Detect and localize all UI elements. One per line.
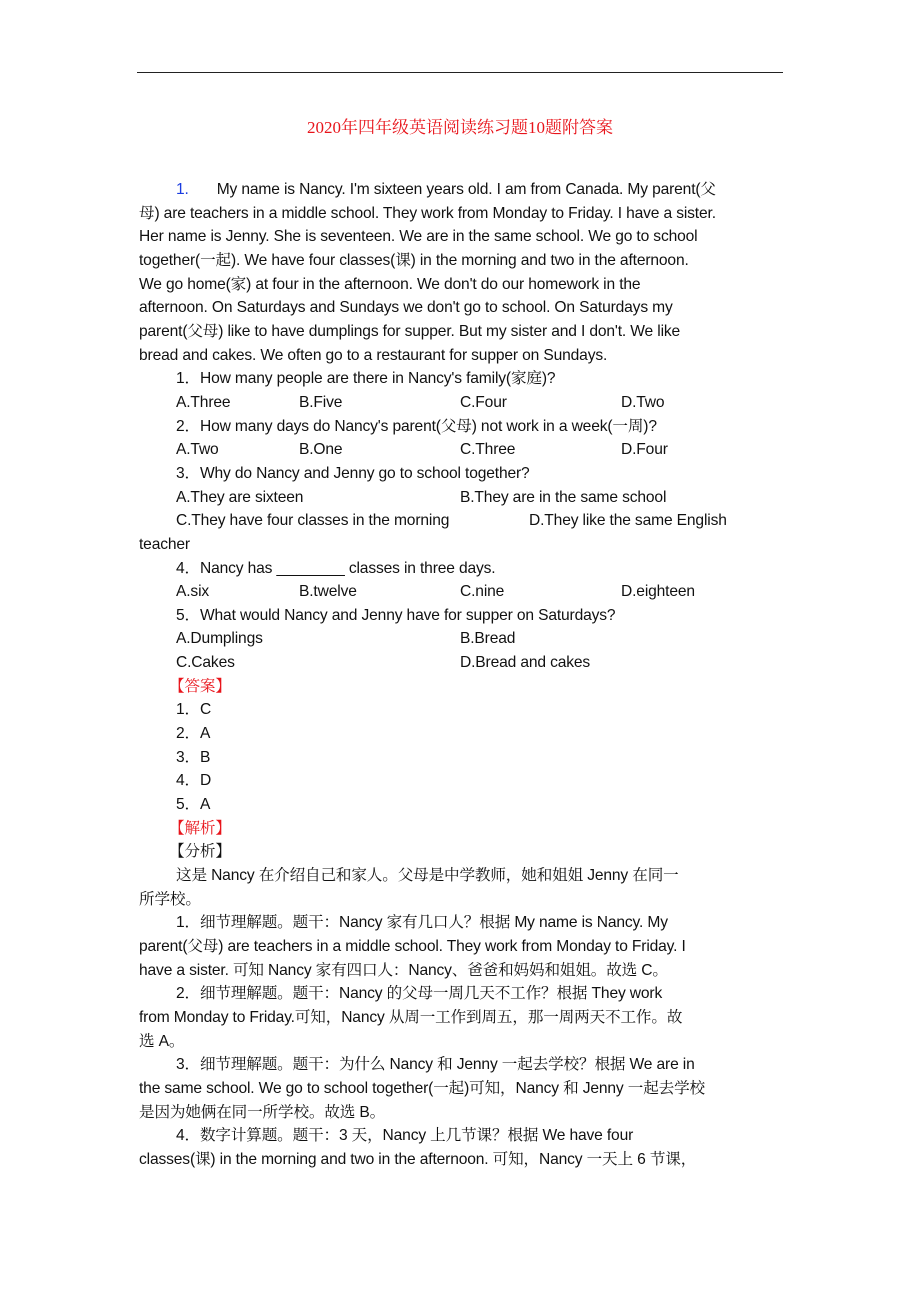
option: D.eighteen: [621, 583, 695, 601]
option: B.Bread: [460, 630, 516, 648]
passage-line: afternoon. On Saturdays and Sundays we don't go to school. On Saturdays my: [139, 299, 673, 317]
analysis-line: the same school. We go to school together(一起)可知，Nancy 和 Jenny 一起去学校: [139, 1079, 705, 1097]
analysis-line: 2．细节理解题。题干：Nancy 的父母一周几天不工作？根据 They work: [176, 985, 663, 1003]
option: D.Bread and cakes: [460, 654, 591, 672]
analysis-heading: 【解析】: [169, 819, 231, 837]
passage-line: parent(父母) like to have dumplings for supper. But my sister and I don't. We like: [139, 322, 681, 340]
options-1: [139, 391, 799, 415]
options-3b: [139, 509, 799, 533]
options-4: [139, 580, 799, 604]
option: D.They like the same English: [529, 512, 727, 530]
option: B.Five: [299, 393, 343, 411]
option: C.Cakes: [176, 654, 235, 672]
question-number: 1.: [176, 181, 189, 198]
question-4: 4．Nancy has ________ classes in three days.: [176, 559, 496, 577]
options-2: [139, 438, 799, 462]
analysis-text: [139, 864, 799, 1172]
document-body: [139, 178, 799, 1172]
option: A.six: [176, 583, 210, 601]
option: B.They are in the same school: [460, 488, 667, 506]
passage-line: together(一起). We have four classes(课) in the morning and two in the afternoon.: [139, 251, 689, 269]
options-5a: [139, 627, 799, 651]
option: B.twelve: [299, 583, 357, 601]
analysis-line: 3．细节理解题。题干：为什么 Nancy 和 Jenny 一起去学校？根据 We are in: [176, 1056, 695, 1074]
document-title: 2020年四年级英语阅读练习题10题附答案: [307, 118, 613, 137]
header-rule: [137, 72, 783, 73]
option: C.They have four classes in the morning: [176, 512, 450, 530]
analysis-line: 所学校。: [139, 890, 201, 908]
option: A.Dumplings: [176, 630, 263, 648]
question-1: 1．How many people are there in Nancy's family(家庭)?: [176, 370, 556, 388]
analysis-subheading: 【分析】: [169, 843, 231, 861]
passage-line: [139, 178, 799, 202]
answer-item: 5．A: [176, 796, 211, 814]
analysis-line: 这是 Nancy 在介绍自己和家人。父母是中学教师，她和姐姐 Jenny 在同一: [176, 867, 679, 885]
analysis-line: parent(父母) are teachers in a middle school. They work from Monday to Friday. I: [139, 938, 686, 955]
options-5b: [139, 651, 799, 675]
analysis-line: 1．细节理解题。题干：Nancy 家有几口人？根据 My name is Nancy. My: [176, 914, 668, 932]
passage-line: We go home(家) at four in the afternoon. We don't do our homework in the: [139, 275, 641, 293]
answer-item: 2．A: [176, 725, 211, 743]
analysis-line: from Monday to Friday.可知，Nancy 从周一工作到周五，那一周两天不工作。故: [139, 1008, 683, 1026]
analysis-line: have a sister. 可知 Nancy 家有四口人：Nancy、爸爸和妈妈和姐姐。故选 C。: [139, 961, 668, 979]
option: A.Three: [176, 393, 231, 411]
analysis-line: 选 A。: [139, 1032, 185, 1050]
analysis-line: 是因为她俩在同一所学校。故选 B。: [139, 1103, 386, 1121]
analysis-line: 4．数字计算题。题干：3 天，Nancy 上几节课？根据 We have four: [176, 1127, 634, 1145]
option: C.nine: [460, 583, 505, 601]
option: C.Three: [460, 441, 516, 459]
answer-heading: 【答案】: [169, 677, 231, 695]
answer-item: 4．D: [176, 772, 212, 790]
question-3: 3．Why do Nancy and Jenny go to school together?: [176, 464, 530, 482]
passage-line: 母) are teachers in a middle school. They work from Monday to Friday. I have a sister.: [139, 204, 716, 222]
passage-line: bread and cakes. We often go to a restaurant for supper on Sundays.: [139, 346, 608, 364]
option: A.Two: [176, 441, 219, 459]
option: D.Four: [621, 441, 668, 459]
option: B.One: [299, 441, 343, 459]
question-2: 2．How many days do Nancy's parent(父母) not work in a week(一周)?: [176, 417, 657, 435]
answer-list: [139, 698, 799, 816]
option: C.Four: [460, 393, 507, 411]
passage-text: My name is Nancy. I'm sixteen years old. I am from Canada. My parent(父: [216, 181, 716, 198]
option-continuation: teacher: [139, 535, 190, 553]
answer-item: 3．B: [176, 748, 211, 766]
option: D.Two: [621, 393, 665, 411]
passage-line: Her name is Jenny. She is seventeen. We are in the same school. We go to school: [139, 228, 698, 246]
options-3a: [139, 486, 799, 510]
option: A.They are sixteen: [176, 488, 304, 506]
question-5: 5．What would Nancy and Jenny have for supper on Saturdays?: [176, 606, 616, 624]
answer-item: 1．C: [176, 701, 212, 719]
analysis-line: classes(课) in the morning and two in the afternoon. 可知，Nancy 一天上 6 节课，: [139, 1150, 697, 1168]
